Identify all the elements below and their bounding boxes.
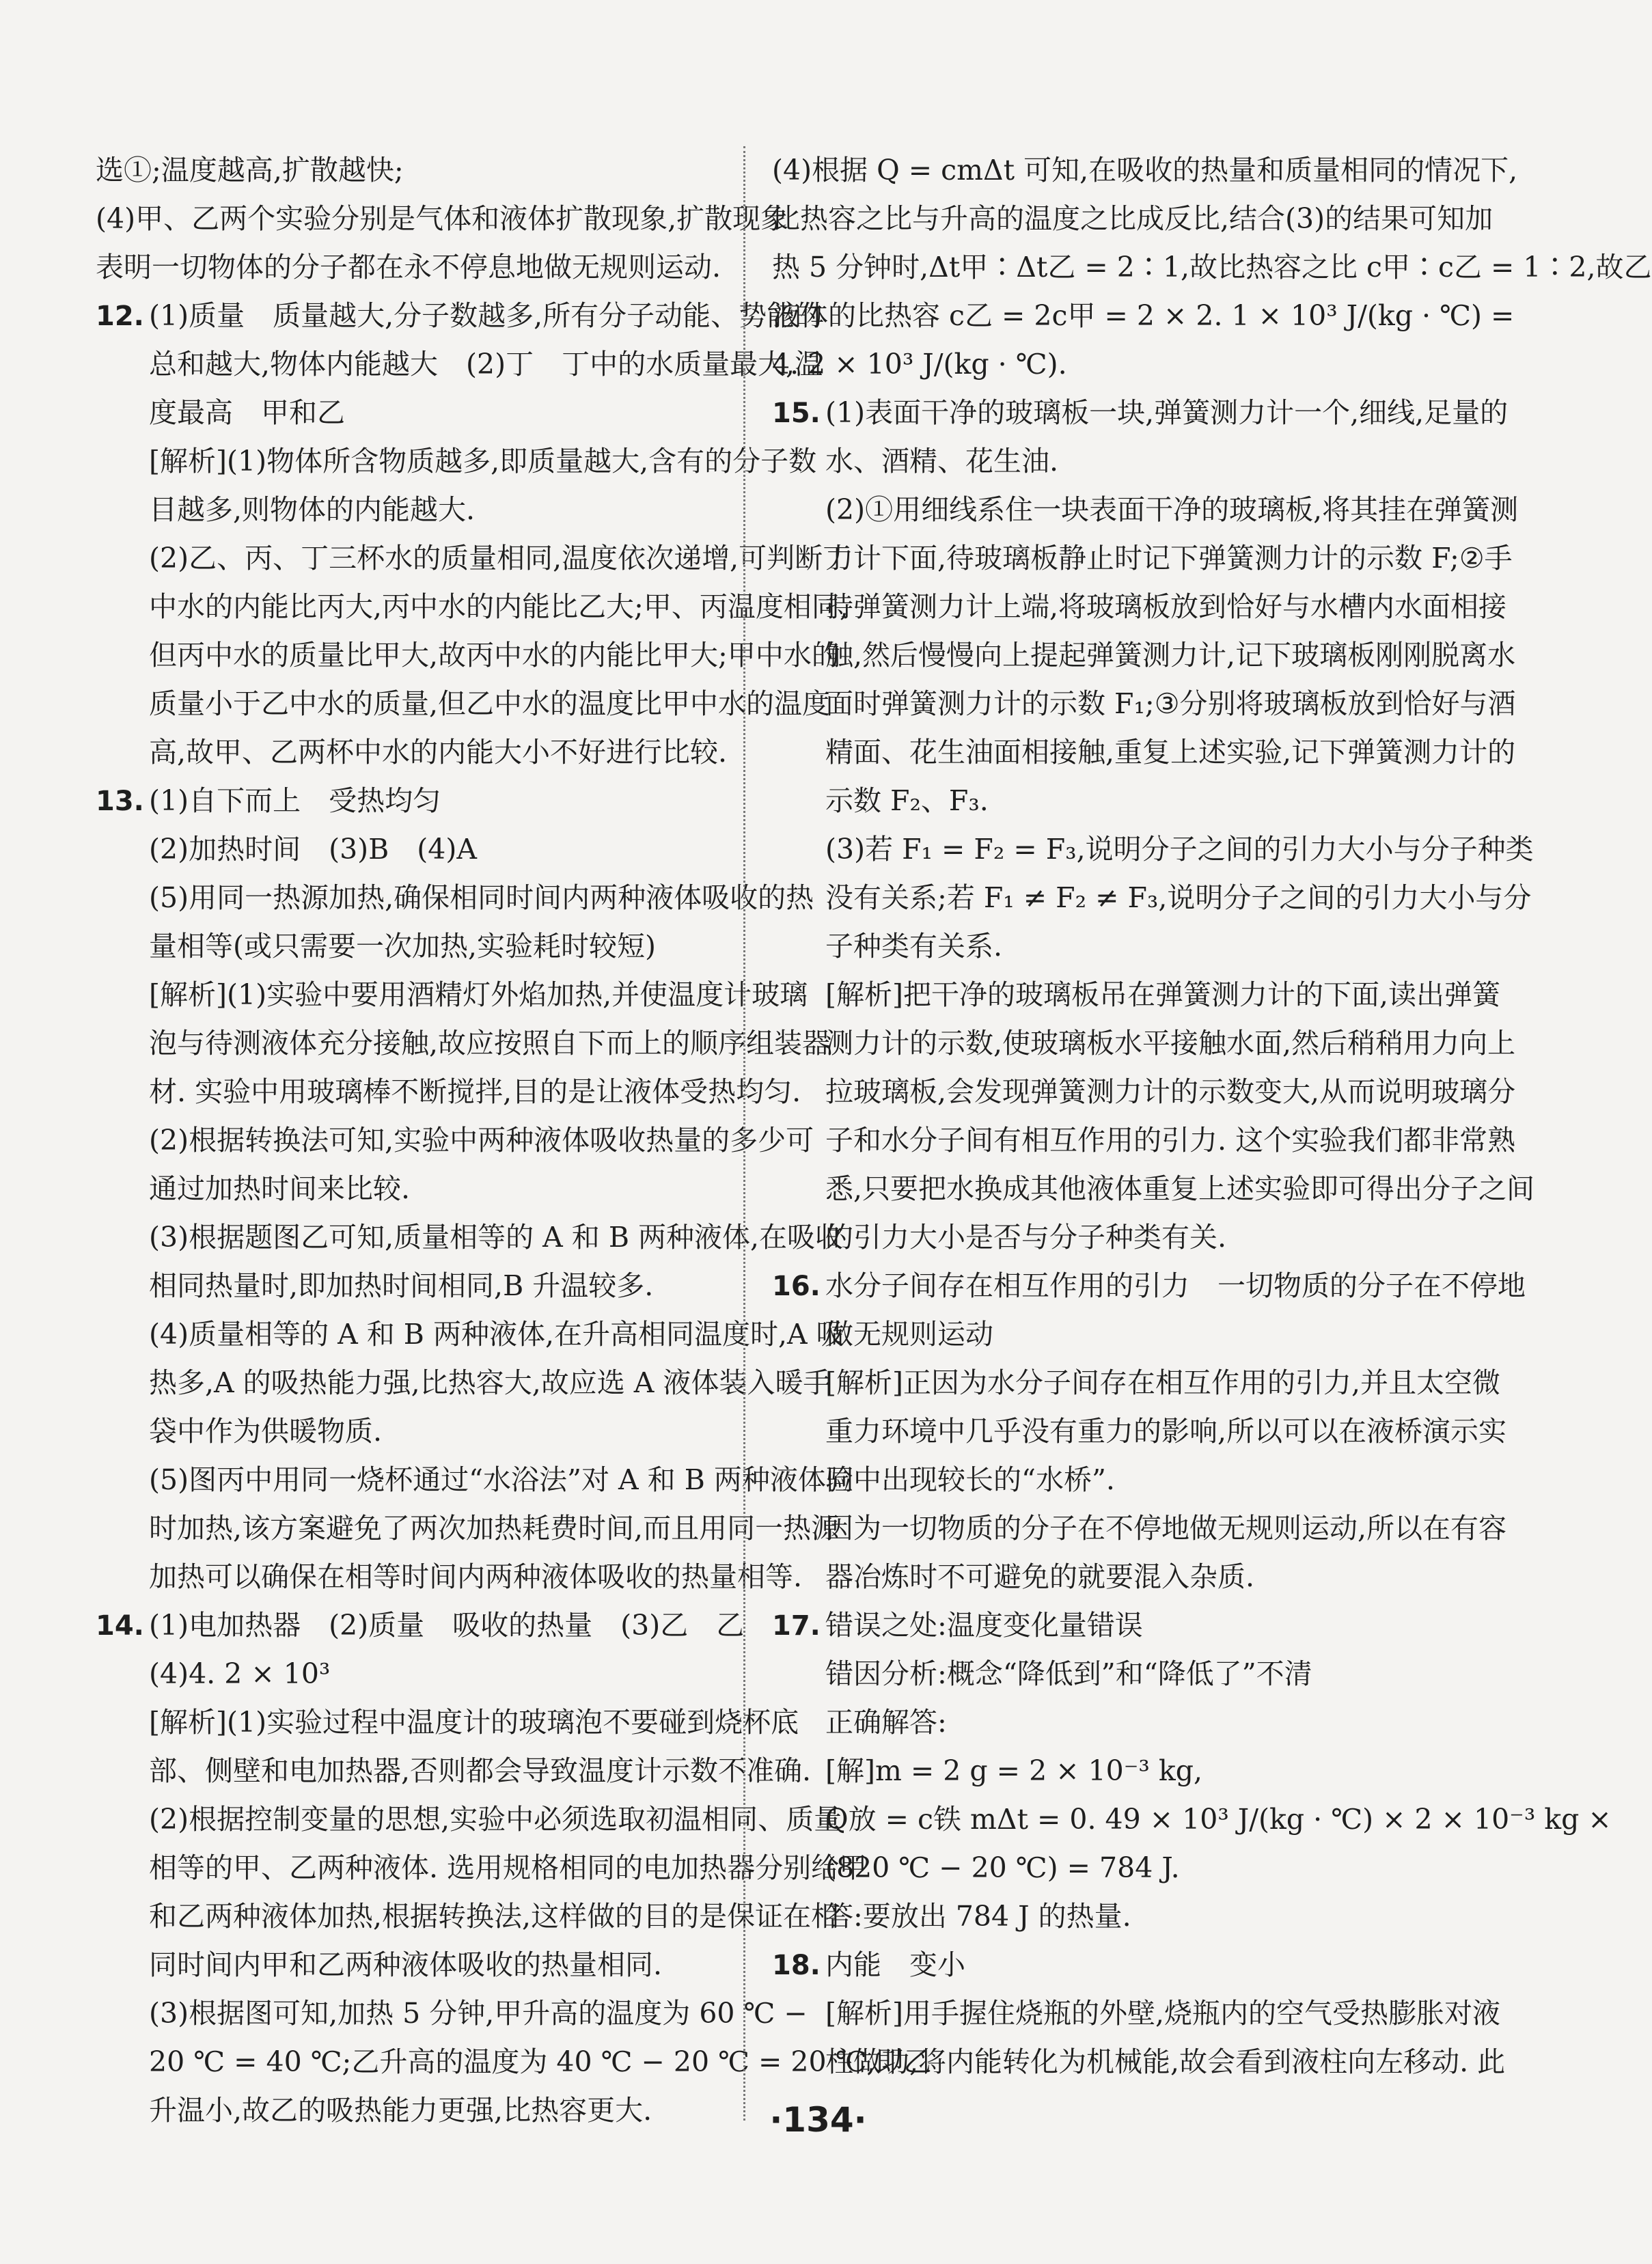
text-line: 中水的内能比丙大,丙中水的内能比乙大;甲、丙温度相同, — [149, 590, 849, 623]
text-line: (1)表面干净的玻璃板一块,弹簧测力计一个,细线,足量的 — [825, 396, 1509, 429]
question-number: 13. — [96, 786, 144, 817]
question-17 — [772, 1601, 1612, 1941]
text-line: (2)根据控制变量的思想,实验中必须选取初温相同、质量 — [149, 1803, 842, 1836]
text-line: 泡与待测液体充分接触,故应按照自下而上的顺序组装器 — [149, 1027, 831, 1060]
right-intro — [772, 146, 1652, 389]
text-line: 子种类有关系. — [825, 930, 1003, 963]
text-line: 子和水分子间有相互作用的引力. 这个实验我们都非常熟 — [825, 1124, 1516, 1157]
question-number: 12. — [96, 301, 144, 332]
text-line: 器冶炼时不可避免的就要混入杂质. — [825, 1560, 1255, 1593]
question-number: 14. — [96, 1610, 144, 1642]
question-number: 16. — [772, 1271, 821, 1302]
text-line: 4. 2 × 10³ J/(kg · ℃). — [772, 348, 1067, 381]
text-line: 比热容之比与升高的温度之比成反比,结合(3)的结果可知加 — [772, 202, 1493, 235]
text-line: 错误之处:温度变化量错误 — [825, 1609, 1143, 1642]
text-line: 热 5 分钟时,Δt甲∶Δt乙 = 2∶1,故比热容之比 c甲∶c乙 = 1∶2,故乙 — [772, 251, 1652, 284]
column-divider — [743, 146, 745, 2121]
text-line: 部、侧壁和电加热器,否则都会导致温度计示数不准确. — [149, 1754, 812, 1787]
text-line: 的引力大小是否与分子种类有关. — [825, 1221, 1227, 1254]
text-line: 错因分析:概念“降低到”和“降低了”不清 — [825, 1657, 1312, 1690]
text-line: 质量小于乙中水的质量,但乙中水的温度比甲中水的温度 — [149, 687, 831, 720]
text-line: (4)甲、乙两个实验分别是气体和液体扩散现象,扩散现象 — [96, 202, 789, 235]
analysis-line: [解析](1)实验中要用酒精灯外焰加热,并使温度计玻璃 — [149, 978, 808, 1011]
text-line: (4)根据 Q = cmΔt 可知,在吸收的热量和质量相同的情况下, — [772, 154, 1518, 187]
question-18 — [772, 1941, 1506, 2086]
text-line: (3)根据图可知,加热 5 分钟,甲升高的温度为 60 ℃ − — [149, 1997, 808, 2030]
text-line: 持弹簧测力计上端,将玻璃板放到恰好与水槽内水面相接 — [825, 590, 1507, 623]
text-line: 柱做功,将内能转化为机械能,故会看到液柱向左移动. 此 — [825, 2045, 1506, 2078]
text-line: (1)电加热器 (2)质量 吸收的热量 (3)乙 乙 — [149, 1609, 745, 1642]
text-line: (1)自下而上 受热均匀 — [149, 784, 441, 817]
text-line: 面时弹簧测力计的示数 F₁;③分别将玻璃板放到恰好与酒 — [825, 687, 1516, 720]
analysis-line: [解析]正因为水分子间存在相互作用的引力,并且太空微 — [825, 1366, 1501, 1399]
analysis-line: [解析]把干净的玻璃板吊在弹簧测力计的下面,读出弹簧 — [825, 978, 1501, 1011]
solution-line: [解]m = 2 g = 2 × 10⁻³ kg, — [825, 1754, 1202, 1787]
text-line: (5)图丙中用同一烧杯通过“水浴法”对 A 和 B 两种液体同 — [149, 1463, 854, 1496]
text-line: Q放 = c铁 mΔt = 0. 49 × 10³ J/(kg · ℃) × 2 × 10⁻³ kg × — [825, 1803, 1612, 1836]
question-15 — [772, 389, 1535, 1262]
text-line: 热多,A 的吸热能力强,比热容大,故应选 A 液体装入暖手 — [149, 1366, 831, 1399]
text-line: 升温小,故乙的吸热能力更强,比热容更大. — [149, 2094, 652, 2127]
text-line: 拉玻璃板,会发现弹簧测力计的示数变大,从而说明玻璃分 — [825, 1075, 1516, 1108]
text-line: (820 ℃ − 20 ℃) = 784 J. — [825, 1851, 1180, 1884]
text-line: 选①;温度越高,扩散越快; — [96, 154, 404, 187]
text-line: 总和越大,物体内能越大 (2)丁 丁中的水质量最大,温 — [149, 348, 823, 381]
text-line: 精面、花生油面相接触,重复上述实验,记下弹簧测力计的 — [825, 736, 1516, 769]
text-line: 相等的甲、乙两种液体. 选用规格相同的电加热器分别给甲 — [149, 1851, 868, 1884]
text-line: 通过加热时间来比较. — [149, 1172, 411, 1205]
text-line: 目越多,则物体的内能越大. — [149, 493, 476, 526]
text-line: (4)4. 2 × 10³ — [149, 1657, 331, 1690]
text-line: (2)乙、丙、丁三杯水的质量相同,温度依次递增,可判断丁 — [149, 542, 851, 575]
page-number: ·134· — [769, 2100, 867, 2140]
text-line: 袋中作为供暖物质. — [149, 1415, 383, 1448]
analysis-line: [解析](1)物体所含物质越多,即质量越大,含有的分子数 — [149, 445, 817, 478]
text-line: 验中出现较长的“水桥”. — [825, 1463, 1115, 1496]
text-line: (3)若 F₁ = F₂ = F₃,说明分子之间的引力大小与分子种类 — [825, 833, 1534, 866]
text-line: 但丙中水的质量比甲大,故丙中水的内能比甲大;甲中水的 — [149, 639, 840, 672]
text-line: 悉,只要把水换成其他液体重复上述实验即可得出分子之间 — [825, 1172, 1535, 1205]
text-line: 20 ℃ = 40 ℃;乙升高的温度为 40 ℃ − 20 ℃ = 20 ℃,即乙 — [149, 2045, 932, 2078]
question-16 — [772, 1262, 1526, 1601]
text-line: 测力计的示数,使玻璃板水平接触水面,然后稍稍用力向上 — [825, 1027, 1516, 1060]
text-line: 材. 实验中用玻璃棒不断搅拌,目的是让液体受热均匀. — [149, 1075, 801, 1108]
text-line: 时加热,该方案避免了两次加热耗费时间,而且用同一热源 — [149, 1512, 840, 1545]
text-line: 示数 F₂、F₃. — [825, 784, 989, 817]
text-line: 液体的比热容 c乙 = 2c甲 = 2 × 2. 1 × 10³ J/(kg · ℃) = — [772, 299, 1515, 332]
text-line: (2)①用细线系住一块表面干净的玻璃板,将其挂在弹簧测 — [825, 493, 1519, 526]
right-column — [772, 146, 1652, 2086]
text-line: 加热可以确保在相等时间内两种液体吸收的热量相等. — [149, 1560, 803, 1593]
text-line: (3)根据题图乙可知,质量相等的 A 和 B 两种液体,在吸收 — [149, 1221, 844, 1254]
text-line: 水分子间存在相互作用的引力 一切物质的分子在不停地 — [825, 1269, 1526, 1302]
text-line: 相同热量时,即加热时间相同,B 升温较多. — [149, 1269, 654, 1302]
text-line: 高,故甲、乙两杯中水的内能大小不好进行比较. — [149, 736, 728, 769]
analysis-line: [解析](1)实验过程中温度计的玻璃泡不要碰到烧杯底 — [149, 1706, 799, 1739]
text-line: (5)用同一热源加热,确保相同时间内两种液体吸收的热 — [149, 881, 814, 914]
text-line: 没有关系;若 F₁ ≠ F₂ ≠ F₃,说明分子之间的引力大小与分 — [825, 881, 1532, 914]
question-number: 15. — [772, 398, 821, 429]
text-line: 触,然后慢慢向上提起弹簧测力计,记下玻璃板刚刚脱离水 — [825, 639, 1516, 672]
analysis-line: [解析]用手握住烧瓶的外壁,烧瓶内的空气受热膨胀对液 — [825, 1997, 1501, 2030]
text-line: 同时间内甲和乙两种液体吸收的热量相同. — [149, 1948, 663, 1981]
text-line: 答:要放出 784 J 的热量. — [825, 1900, 1131, 1933]
text-line: (2)根据转换法可知,实验中两种液体吸收热量的多少可 — [149, 1124, 814, 1157]
question-number: 17. — [772, 1610, 821, 1642]
text-line: 量相等(或只需要一次加热,实验耗时较短) — [149, 930, 657, 963]
text-line: 水、酒精、花生油. — [825, 445, 1059, 478]
text-line: 内能 变小 — [825, 1948, 965, 1981]
left-intro — [96, 146, 789, 292]
text-line: 表明一切物体的分子都在永不停息地做无规则运动. — [96, 251, 721, 284]
question-number: 18. — [772, 1950, 821, 1981]
text-line: 重力环境中几乎没有重力的影响,所以可以在液桥演示实 — [825, 1415, 1507, 1448]
text-line: (4)质量相等的 A 和 B 两种液体,在升高相同温度时,A 吸 — [149, 1318, 844, 1351]
text-line: (1)质量 质量越大,分子数越多,所有分子动能、势能的 — [149, 299, 823, 332]
text-line: 正确解答: — [825, 1706, 947, 1739]
text-line: 因为一切物质的分子在不停地做无规则运动,所以在有容 — [825, 1512, 1507, 1545]
text-line: 和乙两种液体加热,根据转换法,这样做的目的是保证在相 — [149, 1900, 840, 1933]
text-line: 做无规则运动 — [825, 1318, 993, 1351]
text-line: (2)加热时间 (3)B (4)A — [149, 833, 477, 866]
text-line: 力计下面,待玻璃板静止时记下弹簧测力计的示数 F;②手 — [825, 542, 1513, 575]
text-line: 度最高 甲和乙 — [149, 396, 345, 429]
